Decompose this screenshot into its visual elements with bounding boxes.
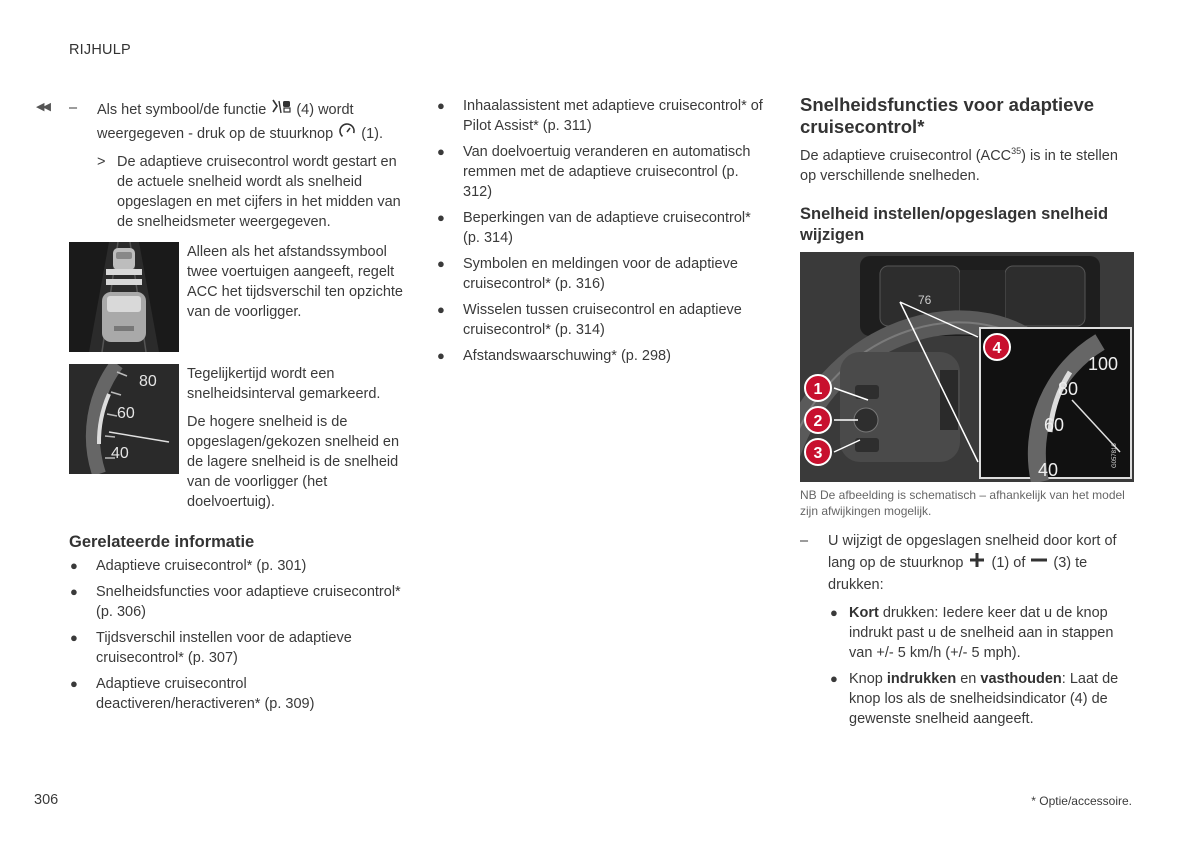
callout-1 — [805, 375, 831, 401]
zoom-label-40: 40 — [1038, 460, 1059, 480]
instruction-step — [69, 98, 404, 146]
callout-4 — [984, 334, 1010, 360]
bullet-dot: ● — [830, 605, 838, 620]
step-dash: – — [69, 100, 78, 116]
plus-button-icon — [967, 551, 987, 575]
svg-text:1: 1 — [813, 381, 823, 398]
press-options-list — [800, 603, 1135, 729]
speedometer-button-icon — [337, 122, 357, 146]
gauge-label-40: 40 — [111, 445, 129, 462]
callout-3 — [805, 439, 831, 465]
bullet-dot: ● — [437, 144, 445, 159]
page-number: 306 — [34, 792, 59, 808]
gauge-figure-row — [69, 364, 404, 520]
bullet-dot: ● — [830, 671, 838, 686]
gauge-label-80: 80 — [139, 373, 157, 390]
bullet-dot: ● — [437, 348, 445, 363]
intro-text: De adaptieve cruisecontrol (ACC$^{35}$) is in te stellen op verschillende snelheden. — [800, 146, 1118, 184]
column-2 — [436, 96, 766, 372]
speed-gauge-image — [69, 364, 179, 474]
gauge-label-60: 60 — [117, 405, 135, 422]
gauge-text-1: Tegelijkertijd wordt een snelheidsinterval gemarkeerd. — [187, 366, 381, 402]
step-result — [97, 152, 404, 232]
related-link[interactable]: ● Symbolen en meldingen voor de adaptieve cruisecontrol* (p. 316) — [437, 256, 738, 292]
column-1 — [69, 98, 404, 720]
svg-text:3: 3 — [813, 445, 823, 462]
dash-speed-value: 76 — [918, 293, 932, 307]
bullet-dot: ● — [437, 256, 445, 271]
instruction-step: – U wijzigt de opgeslagen snelheid door kort of lang op de stuurknop (1) of (3) te drukken: — [800, 533, 1117, 593]
step-text-part1: Als het symbool/de functie — [97, 101, 267, 118]
subsection-title: Snelheid instellen/opgeslagen snelheid wijzigen — [800, 205, 1109, 244]
column-3 — [800, 94, 1135, 735]
short-press-item: ● Kort drukken: Iedere keer dat u de knop indrukt past u de snelheid aan in stappen van +/- 5 km/h (+/- 5 mph). — [830, 605, 1114, 661]
page-title: Snelheidsfuncties voor adaptieve cruisecontrol* — [800, 94, 1095, 137]
section-header: RIJHULP — [69, 42, 131, 58]
bullet-dot: ● — [70, 558, 78, 573]
related-link[interactable]: ● Afstandswaarschuwing* (p. 298) — [437, 348, 671, 364]
related-link[interactable]: ● Snelheidsfuncties voor adaptieve cruisecontrol* (p. 306) — [70, 584, 401, 620]
image-code: G057816 — [1112, 443, 1118, 468]
steering-wheel-figure — [800, 252, 1134, 482]
step-text-part3: (1). — [361, 125, 383, 142]
svg-text:2: 2 — [813, 413, 823, 430]
bullet-dot: ● — [70, 584, 78, 599]
related-link[interactable]: ● Wisselen tussen cruisecontrol en adaptieve cruisecontrol* (p. 314) — [437, 302, 742, 338]
result-arrow: > — [97, 154, 106, 170]
figure-caption: NB De afbeelding is schematisch – afhankelijk van het model zijn afwijkingen mogelijk. — [800, 488, 1125, 518]
callout-2 — [805, 407, 831, 433]
svg-text:4: 4 — [992, 340, 1002, 357]
zoom-label-60: 60 — [1044, 415, 1065, 435]
related-link[interactable]: ● Adaptieve cruisecontrol* (p. 301) — [70, 558, 307, 574]
distance-symbol-image — [69, 242, 179, 352]
bullet-dot: ● — [437, 210, 445, 225]
bullet-dot: ● — [70, 676, 78, 691]
step-dash: – — [800, 533, 809, 549]
zoom-label-80: 80 — [1058, 379, 1079, 399]
gauge-text-2: De hogere snelheid is de opgeslagen/gekozen snelheid en de lagere snelheid is de snelheid van de voorligger (het doelvoertuig). — [187, 414, 400, 510]
related-link[interactable]: ● Inhaalassistent met adaptieve cruisecontrol* of Pilot Assist* (p. 311) — [437, 98, 763, 134]
related-link[interactable]: ● Van doelvoertuig veranderen en automatisch remmen met de adaptieve cruisecontrol (p. 312) — [437, 144, 751, 200]
bullet-dot: ● — [70, 630, 78, 645]
bullet-dot: ● — [437, 98, 445, 113]
bullet-dot: ● — [437, 302, 445, 317]
continued-indicator: ◀◀ — [36, 101, 49, 113]
zoom-label-100: 100 — [1088, 354, 1119, 374]
related-link[interactable]: ● Adaptieve cruisecontrol deactiveren/heractiveren* (p. 309) — [70, 676, 315, 712]
related-info-list — [69, 556, 404, 714]
related-link[interactable]: ● Beperkingen van de adaptieve cruisecontrol* (p. 314) — [437, 210, 751, 246]
long-press-item: ● Knop indrukken en vasthouden: Laat de knop los als de snelheidsindicator (4) de gewenste snelheid aangeeft. — [830, 671, 1119, 727]
related-link[interactable]: ● Tijdsverschil instellen voor de adaptieve cruisecontrol* (p. 307) — [70, 630, 352, 666]
related-info-list-continued — [436, 96, 766, 366]
related-info-title: Gerelateerde informatie — [69, 533, 255, 551]
footnote: * Optie/accessoire. — [1031, 794, 1132, 808]
gauge-figure-text — [187, 364, 404, 520]
distance-figure-row — [69, 242, 404, 352]
distance-figure-text: Alleen als het afstandssymbool twee voertuigen aangeeft, regelt ACC het tijdsverschil ten opzichte van de voorligger. — [187, 244, 403, 320]
result-text: De adaptieve cruisecontrol wordt gestart en de actuele snelheid wordt als snelheid opgeslagen en met cijfers in het midden van de snelheidsmeter weergegeven. — [117, 154, 401, 230]
footnote-ref: 35 — [1011, 146, 1022, 157]
acc-distance-icon — [270, 98, 292, 122]
minus-button-icon — [1029, 551, 1049, 575]
step-text-part2: (4) wordt weergegeven - druk op de stuurknop — [97, 101, 354, 142]
